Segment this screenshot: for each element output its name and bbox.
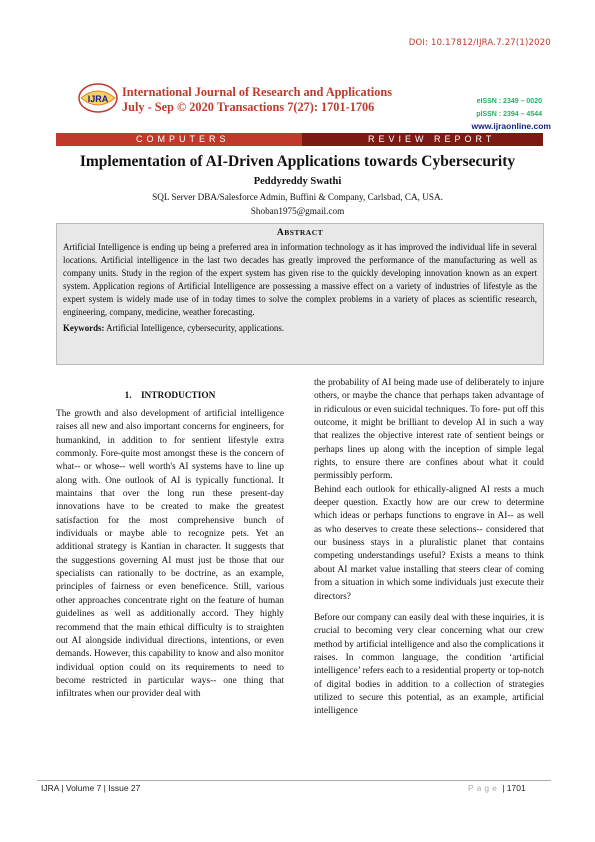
- paragraph: the probability of AI being made use of deliberately to injure others, or maybe the chance that perhaps taken advantage of in ridiculous or even suicidal techniques. To fore- put off this outcome, it might be brilliant to develop AI in such a way that realizes the objective interest rate of sentient beings or perhaps lines up along with the inception of simple legal rights, to ensure there are confines about what it could permissibly perform.: [314, 378, 544, 482]
- author-email[interactable]: Shoban1975@gmail.com: [250, 206, 345, 216]
- left-column: [56, 408, 284, 702]
- doi[interactable]: DOI: 10.17812/IJRA.7.27(1)2020: [408, 38, 551, 48]
- author-affiliation: SQL Server DBA/Salesforce Admin, Buffini & Company, Carlsbad, CA, USA.: [152, 192, 443, 202]
- right-column: [314, 377, 544, 719]
- issue-line: July - Sep © 2020 Transactions 7(27): 1701-1706: [122, 100, 375, 114]
- category-band: COMPUTERS: [56, 133, 302, 146]
- author-name: Peddyreddy Swathi: [253, 176, 342, 187]
- paragraph: Before our company can easily deal with these inquiries, it is crucial to becoming very clear concerning what our crew method by artificial intelligence and also the complications it raises. In common language, the condition ‘artificial intelligence’ refers each to a residential property or top-notch of digital bodies in addition to a collection of strategies utilized to secure this potential, as an example, artificial intelligence: [314, 612, 544, 717]
- journal-title: [122, 85, 392, 115]
- section-heading: 1. INTRODUCTION: [124, 391, 216, 401]
- logo-text: IJRA: [87, 94, 109, 104]
- abstract-text: Artificial Intelligence is ending up being a preferred area in information technology as it has improved the individual life in several locations. Artificial intelligence in the last two decades has greatly improved the performance of the manufacturing as well as company units. Study in the region of the expert system has given rise to the quickly developing innovation known as an expert system. Application regions of Artificial Intelligence are possessing a massive effect on a variety of industries of lifestyle as the expert system is widely made use of in today times to solve the complex problems in a variety of places as scientific research, engineering, company, medicine, weather forecasting.: [63, 242, 537, 317]
- journal-name: International Journal of Research and Applications: [122, 85, 392, 99]
- journal-logo: [78, 82, 118, 114]
- footer-divider: [37, 780, 551, 781]
- paragraph: The growth and also development of artificial intelligence raises all new and also important concerns for engineers, for humankind, in addition to for sentient lifestyle extra commonly. Fore-quite most amongst these is the concern of what-- or whose-- well worth's AI systems have to line up along with. One outlook of AI is typically functional. It maintains that over the long run these present-day innovations have to be created to make the greatest satisfaction for the most comprehensive bunch of individuals or maybe able to recognize pets. Yet an additional strategy is Kantian in character. It suggests that the suggestions governing AI must just be those that our specialists can rationally to be doctrine, as an example, principles of fairness or even beneficence. Still, various other approaches concentrate right on the feature of human guidelines as well as additionally accord. They highly recommend that the main ethical difficulty is to straighten out AI alongside individual directions, intentions, or even demands. However, this capability to know and also monitor individual option could on its requirements to need to become restricted in particular ways-- one thing that infiltrates when our provider deal with: [56, 409, 284, 700]
- footer-journal-info: IJRA | Volume 7 | Issue 27: [41, 783, 141, 793]
- paper-title: Implementation of AI-Driven Applications towards Cybersecurity: [79, 153, 516, 170]
- footer-page: Page | 1701: [468, 783, 526, 793]
- keywords: Keywords: Artificial Intelligence, cybersecurity, applications.: [63, 323, 284, 333]
- paragraph: Behind each outlook for ethically-aligned AI rests a much deeper question. Exactly how are our crew to determine which ideas or perhaps functions to engrave in AI-- as well as who deserves to create these selections-- considered that our business stays in a pluralistic planet that contains competing understandings useful? Exists a means to think about AI market value installing that steers clear of coming from a situation in which some individuals just execute their directors?: [314, 484, 544, 602]
- abstract-box: [56, 223, 544, 365]
- pissn: pISSN : 2394 – 4544: [476, 111, 542, 118]
- website-link[interactable]: www.ijraonline.com: [471, 121, 551, 131]
- eissn: eISSN : 2349 – 0020: [476, 98, 542, 105]
- abstract-heading: ABSTRACT: [276, 228, 324, 238]
- type-band: REVIEW REPORT: [302, 133, 543, 146]
